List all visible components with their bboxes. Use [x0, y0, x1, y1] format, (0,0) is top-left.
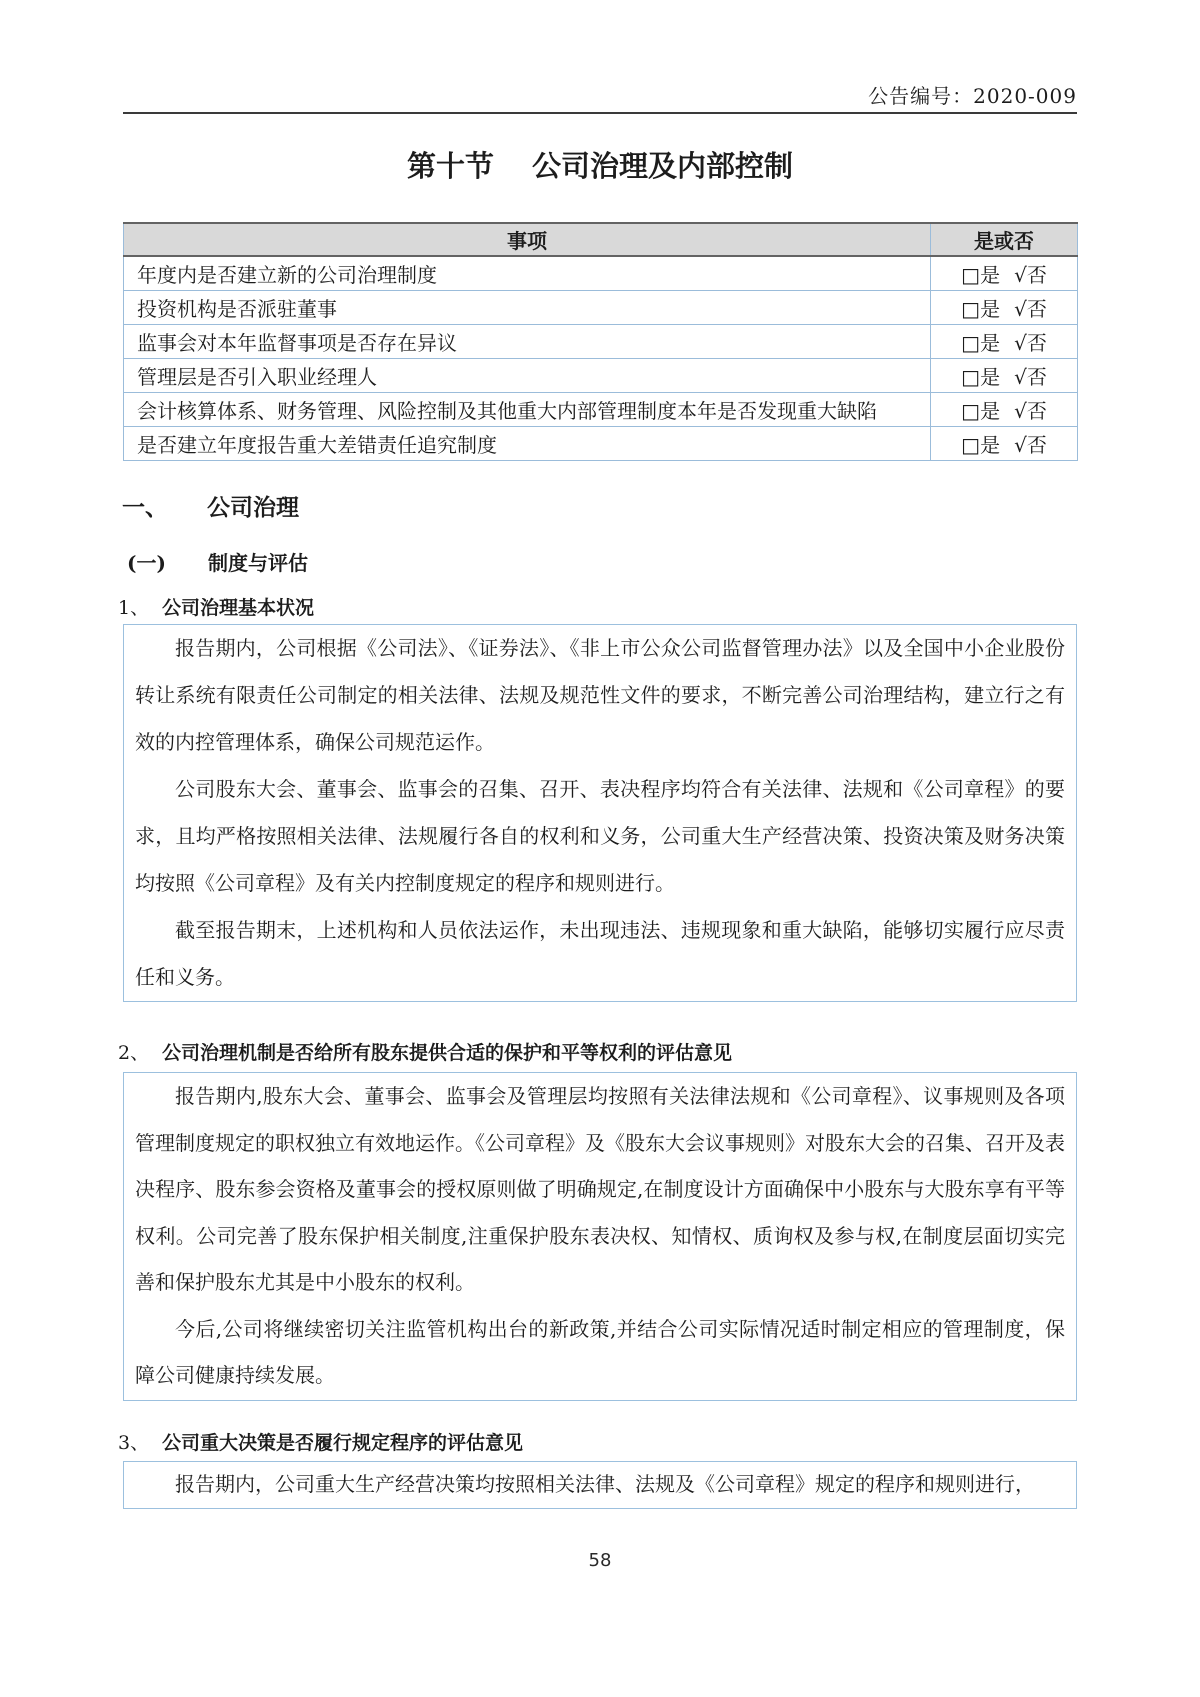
subsection-label: 制度与评估 — [208, 551, 308, 575]
no-checkbox: √否 — [1014, 263, 1047, 287]
subsection-heading-system-evaluation — [127, 547, 308, 576]
column-header-yesno: 是或否 — [931, 223, 1078, 256]
paragraph: 公司股东大会、董事会、监事会的召集、召开、表决程序均符合有关法律、法规和《公司章程》的要求，且均严格按照相关法律、法规履行各自的权利和义务，公司重大生产经营决策、投资决策及财务决策均按照《公司章程》及有关内控制度规定的程序和规则进行。 — [135, 777, 1065, 895]
yes-checkbox: □是 — [961, 365, 1001, 389]
item-heading-basic-status — [118, 593, 314, 620]
item-heading-major-decisions — [118, 1428, 523, 1455]
item-label: 公司重大决策是否履行规定程序的评估意见 — [162, 1432, 524, 1454]
item-number: 2、 — [118, 1042, 150, 1064]
paragraph: 报告期内，公司重大生产经营决策均按照相关法律、法规及《公司章程》规定的程序和规则进行， — [175, 1472, 1035, 1496]
paragraph: 今后,公司将继续密切关注监管机构出台的新政策,并结合公司实际情况适时制定相应的管理制度，保障公司健康持续发展。 — [135, 1316, 1065, 1387]
column-header-item: 事项 — [124, 223, 931, 256]
item-cell: 监事会对本年监督事项是否存在异议 — [124, 325, 931, 359]
no-checkbox: √否 — [1014, 433, 1047, 457]
no-checkbox: √否 — [1014, 331, 1047, 355]
paragraph: 报告期内,股东大会、董事会、监事会及管理层均按照有关法律法规和《公司章程》、议事规则及各项管理制度规定的职权独立有效地运作。《公司章程》及《股东大会议事规则》对股东大会的召集、召开及表决程序、股东参会资格及董事会的授权原则做了明确规定,在制度设计方面确保中小股东与大股东享有平等权利。公司完善了股东保护相关制度,注重保护股东表决权、知情权、质询权及参与权,在制度层面切实完善和保护股东尤其是中小股东的权利。 — [135, 1084, 1065, 1294]
paragraph: 截至报告期末，上述机构和人员依法运作，未出现违法、违规现象和重大缺陷，能够切实履行应尽责任和义务。 — [135, 918, 1065, 989]
item-heading-shareholder-protection — [118, 1038, 732, 1065]
item-label: 公司治理机制是否给所有股东提供合适的保护和平等权利的评估意见 — [162, 1042, 733, 1064]
yes-checkbox: □是 — [961, 399, 1001, 423]
yes-checkbox: □是 — [961, 331, 1001, 355]
announcement-number: 公告编号：2020-009 — [868, 84, 1077, 108]
item-cell: 是否建立年度报告重大差错责任追究制度 — [124, 427, 931, 461]
answer-cell — [931, 325, 1078, 359]
item-number: 3、 — [118, 1432, 150, 1454]
text-box-shareholder-protection — [123, 1072, 1077, 1401]
item-label: 公司治理基本状况 — [162, 597, 315, 619]
text-box-governance-status — [123, 624, 1077, 1002]
section-number: 一、 — [122, 494, 168, 521]
answer-cell — [931, 291, 1078, 325]
answer-cell — [931, 427, 1078, 461]
item-cell: 投资机构是否派驻董事 — [124, 291, 931, 325]
table-row — [124, 256, 1078, 291]
yes-checkbox: □是 — [961, 263, 1001, 287]
item-cell: 管理层是否引入职业经理人 — [124, 359, 931, 393]
no-checkbox: √否 — [1014, 399, 1047, 423]
answer-cell — [931, 393, 1078, 427]
no-checkbox: √否 — [1014, 297, 1047, 321]
page-title-text: 公司治理及内部控制 — [532, 149, 794, 183]
section-label: 公司治理 — [207, 494, 299, 521]
text-box-major-decisions — [123, 1461, 1077, 1509]
answer-cell — [931, 256, 1078, 291]
governance-checklist-table — [123, 222, 1078, 461]
header-rule — [123, 112, 1077, 114]
item-cell: 会计核算体系、财务管理、风险控制及其他重大内部管理制度本年是否发现重大缺陷 — [124, 393, 931, 427]
no-checkbox: √否 — [1014, 365, 1047, 389]
table-row — [124, 359, 1078, 393]
item-number: 1、 — [118, 597, 150, 619]
page-number: 58 — [588, 1550, 612, 1571]
page-title — [0, 144, 1200, 185]
yes-checkbox: □是 — [961, 297, 1001, 321]
answer-cell — [931, 359, 1078, 393]
table-row — [124, 393, 1078, 427]
table-header-row — [124, 223, 1078, 256]
subsection-number: (一) — [127, 551, 166, 575]
table-row — [124, 291, 1078, 325]
yes-checkbox: □是 — [961, 433, 1001, 457]
table-row — [124, 325, 1078, 359]
table-row — [124, 427, 1078, 461]
section-heading-governance — [122, 489, 299, 522]
item-cell: 年度内是否建立新的公司治理制度 — [124, 256, 931, 291]
page-title-section-number: 第十节 — [406, 149, 494, 183]
paragraph: 报告期内，公司根据《公司法》、《证券法》、《非上市公众公司监督管理办法》以及全国中小企业股份转让系统有限责任公司制定的相关法律、法规及规范性文件的要求，不断完善公司治理结构，建立行之有效的内控管理体系，确保公司规范运作。 — [135, 636, 1065, 754]
